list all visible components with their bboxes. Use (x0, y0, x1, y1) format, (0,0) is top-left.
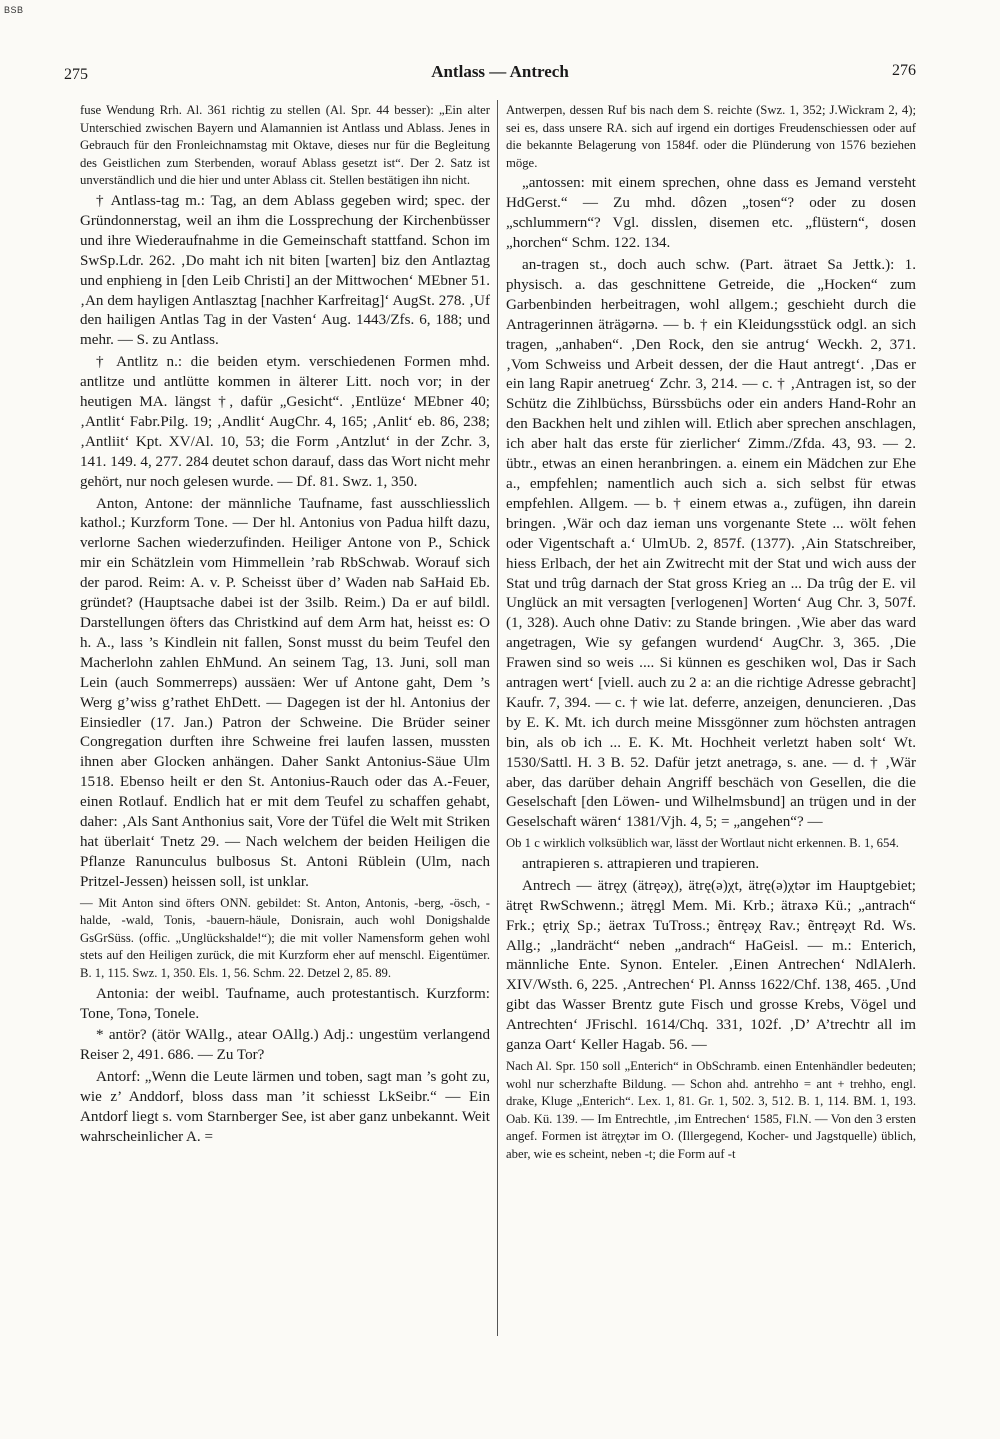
dictionary-paragraph: Antwerpen, dessen Ruf bis nach dem S. reichte (Swz. 1, 352; J.Wickram 2, 4); sei es, dass unsere RA. sich auf irgend ein dortiges Freudenschiessen oder auf die bekannte Belagerung von 1584f. oder die Plünderung von 1576 beziehen möge. (506, 103, 916, 170)
left-column (80, 102, 490, 1150)
column-divider (497, 100, 498, 1336)
dictionary-paragraph: an-tragen st., doch auch schw. (Part. ätraet Sa Jettk.): 1. physisch. a. das geschnittene Getreide, die „Hocken“ zum Garbenbinden herbeitragen, wohl allgem.; geschieht durch die Antragerinnen äträgərnə. — b. † ein Kleidungsstück odgl. an sich tragen, „anhaben“. ‚Den Rock, den sie antrug‘ Weckh. 2, 371. ‚Vom Schweiss und Arbeit dessen, der die Haut antregt‘. ‚Das er ein lang Rapir anetrueg‘ Zchr. 3, 214. — c. † ‚Antragen ist, so der Schütz die Zihlbüchss, Bürssbüchs oder ein anders Hand-Rohr an den Backhen helt und zihlen will. Etlich aber sprechen anschlagen, ich aber halt das erste für zierlicher‘ Zimm./Zfda. 43, 93. — 2. übtr., etwas an einen heranbringen. a. einem ein Mädchen zur Ehe a., empfehlen; namentlich auch sich a. sich selbst für etwas empfehlen. Allgem. — b. † einem etwas a., zufügen, ihn darein bringen. ‚Wär och daz ieman uns vorgenante Stete ... wölt fehen oder Vigentschaft a.‘ UlmUb. 2, 857f. (1377). ‚Ain Statschreiber, hiess Erlbach, der het ain Zwitrecht mit der Stat und wich auss der Stat und trûg darnach der Stat gross Krieg an ... Da trûg der E. vil Unglück an mit versagten [verlogenen] Worten‘ Aug Chr. 3, 507f. (1, 328). Auch ohne Dativ: zu Stande bringen. ‚Wie aber das ward angetragen, Wie sy gefangen wurdend‘ AugChr. 3, 365. ‚Die Frawen sind so weis .... Si künnen es geschiken wol, Das ir Sach antragen wert‘ [viell. auch zu 2 a: an die richtige Adresse gebracht] Kaufr. 7, 394. — c. † wie lat. deferre, anzeigen, denuncieren. ‚Das by E. K. Mt. ich durch meine Missgönner zum höchsten antragen bin, als ob ich ... E. K. Mt. Hochheit verletzt haben solt‘ Wt. 1530/Sattl. H. 3 B. 52. Dafür jetzt anetragə, s. ane. — d. † ‚Wär aber, das darüber dehain Angriff beschäch von Gesellen, die die Geselschaft [den Löwen- und Wilhelmsbund] an trügen und in der Geselschaft wären‘ 1381/Vjh. 4, 5; = „angehen“? — (506, 257, 916, 831)
dictionary-paragraph: fuse Wendung Rrh. Al. 361 richtig zu stellen (Al. Spr. 44 besser): „Ein alter Unterschied zwischen Bayern und Alamannien ist Antlass und Ablass. Jenes in Gebrauch für den Fronleichnamstag mit Oktave, dieses nur für die Begleitung des Geistlichen zum Sterbenden, worauf Ablass gesetzt ist“. Der 2. Satz ist unverständlich und die hier und unter Ablass cit. Stellen bestätigen ihn nicht. (80, 103, 490, 188)
dictionary-paragraph: Anton, Antone: der männliche Taufname, fast ausschliesslich kathol.; Kurzform Tone. — Der hl. Antonius von Padua hilft dazu, verlorne Sachen wiederzufinden. Heiliger Antone von P., Schick mir ein Schätzlein vom Himmellein ’rab RbSchwab. Worauf sich der parod. Reim: A. v. P. Scheisst über d’ Waden nab SaHaid Eb. gründet? (Hauptsache dabei ist der 3silb. Reim.) Da er auf bildl. Darstellungen öfters das Christkind auf dem Arm hat, heisst es: O h. A., lass ’s Kindlein nit fallen, Sonst musst du beim Teufel den Macherlohn zahlen EhMund. An seinem Tag, 13. Juni, soll man Lein (auch Sommerreps) aussäen: Wer uf Antone gaht, Dem ’s Werg g’wiss g’rathet EhDett. — Dagegen ist der hl. Antonius der Einsiedler (17. Jan.) Patron der Schweine. Die Brüder seiner Congregation durften ihre Schweine frei laufen lassen, mussten ihnen aber Glocken anhängen. Daher Sankt Antonius-Säue Ulm 1518. Ebenso heilt er den St. Antonius-Rauch oder das A.-Feuer, einen Rotlauf. Endlich hat er mit dem Teufel zu schaffen gehabt, daher: ‚Als Sant Anthonius sait, Vore der Tüfel die Welt mit Striken hat überlait‘ Tnetz 29. — Nach welchem der beiden Heiligen die Pflanze Ranunculus bulbosus St. Antoni Rüblein (Ulm, nach Pritzel-Jessen) heissen soll, ist unklar. (80, 495, 490, 890)
library-stamp: BSB (4, 5, 24, 15)
running-header: Antlass — Antrech (431, 62, 569, 81)
dictionary-paragraph: Antorf: „Wenn die Leute lärmen und toben, sagt man ’s goht zu, wie z’ Anddorf, bloss dass man ’it schiesst LkSeibr.“ — Ein Antdorf liegt s. vom Starnberger See, ist aber ganz unbekannt. Weit wahrscheinlicher A. = (80, 1069, 490, 1145)
dictionary-paragraph: — Mit Anton sind öfters ONN. gebildet: St. Anton, Antonis, -berg, -ösch, -halde, -wald, Tonis, -bauern-häule, Donisrain, auch wohl Donigshalde GsGrSüss. (offic. „Unglückshalde!“); die mit voller Namensform gehen wohl stets auf den Heiligen zurück, die mit Kurzform eher auf menschl. Eigentümer. B. 1, 115. Swz. 1, 350. Els. 1, 56. Schm. 22. Detzel 2, 85. 89. (80, 895, 490, 981)
right-column (506, 102, 916, 1166)
dictionary-paragraph: Antonia: der weibl. Taufname, auch protestantisch. Kurzform: Tone, Tonə, Tonele. (80, 985, 490, 1022)
dictionary-paragraph: „antossen: mit einem sprechen, ohne dass es Jemand versteht HdGerst.“ — Zu mhd. dôzen „tosen“? oder zu dosen „schlummern“? Vgl. disslen, disemen etc. „flüstern“, dosen „horchen“ Schm. 122. 134. (506, 175, 916, 252)
page-number-left: 275 (64, 66, 88, 83)
dictionary-paragraph: * antör? (ätör WAllg., atear OAllg.) Adj.: ungestüm verlangend Reiser 2, 491. 686. — Zu Tor? (80, 1027, 490, 1064)
page-number-right: 276 (892, 62, 916, 79)
dictionary-paragraph: Ob 1 c wirklich volksüblich war, lässt der Wortlaut nicht erkennen. B. 1, 654. (506, 836, 899, 851)
dictionary-paragraph: Nach Al. Spr. 150 soll „Enterich“ in ObSchramb. einen Entenhändler bedeuten; wohl nur scherzhafte Bildung. — Schon ahd. antrehho = ant + trehho, engl. drake, Kluge „Enterich“. Lex. 1, 81. Gr. 1, 502. 3, 512. B. 1, 114. BM. 1, 193. Oab. Kü. 139. — Im Entrechtle, ‚im Entrechen‘ 1585, Fl.N. — Von den 3 ersten angef. Formen ist ätręχtər im O. (Illergegend, Kocher- und Jagstquelle) üblich, aber, wie es scheint, neben -t; die Form auf -t (506, 1058, 916, 1161)
dictionary-paragraph: Antrech — ätręχ (ätręəχ), ätrę(ə)χt, ätrę(ə)χtər im Hauptgebiet; ätręt RwSchwenn.; ätręgl Mem. Mi. Krb.; ätraxə Kü.; „antrach“ Frk.; ętriχ Sp.; äetrax TuTross.; ẽntręəχ Rav.; ẽntręəχt Rd. Ws. Allg.; „landrächt“ neben „andrach“ HaGeisl. — m.: Enterich, männliche Ente. Synon. Enteler. ‚Einen Antrechen‘ NdlAlerh. XIV/Wsth. 6, 225. ‚Antrechen‘ Pl. Annss 1622/Chf. 138, 465. ‚Und gibt das Wasser Brentz gute Fisch und grosse Krebs, Vögel und Antrechten‘ JFrischl. 1614/Chq. 331, 102f. ‚D’ A’trechtr all im ganza Oart‘ Keller Hagab. 56. — (506, 877, 916, 1054)
dictionary-paragraph: † Antlass-tag m.: Tag, an dem Ablass gegeben wird; spec. der Gründonnerstag, weil an ihm die Lossprechung der Kirchenbüsser und ihre Wiederaufnahme in die Gemeinschaft stattfand. Schon im SwSp.Ldr. 262. ‚Do maht ich nit biten [warten] biz den Antlaztag und enphieng in [den Leib Christi] an der Mittwochen‘ MEbner 51. ‚An dem hayligen Antlasztag [nachher Karfreitag]‘ AugSt. 278. ‚Uf den hailigen Antlas Tag in der Vasten‘ Aug. 1443/Zfs. 6, 188; und mehr. — S. zu Antlass. (80, 192, 490, 349)
dictionary-paragraph: † Antlitz n.: die beiden etym. verschiedenen Formen mhd. antlitze und antlütte kommen in älterer Litt. noch vor; in der heutigen MA. längst †, dafür „Gesicht“. ‚Entlüze‘ MEbner 40; ‚Antlit‘ Fabr.Pilg. 19; ‚Andlit‘ AugChr. 4, 165; ‚Anlit‘ eb. 86, 238; ‚Antliit‘ Kpt. XV/Al. 10, 53; die Form ‚Antzlut‘ in der Zchr. 3, 141. 149. 4, 277. 284 deutet schon darauf, dass das Wort nicht mehr gehört, nur noch gelesen wurde. — Df. 81. Swz. 1, 350. (80, 354, 490, 490)
dictionary-paragraph: antrapieren s. attrapieren und trapieren. (522, 855, 760, 872)
